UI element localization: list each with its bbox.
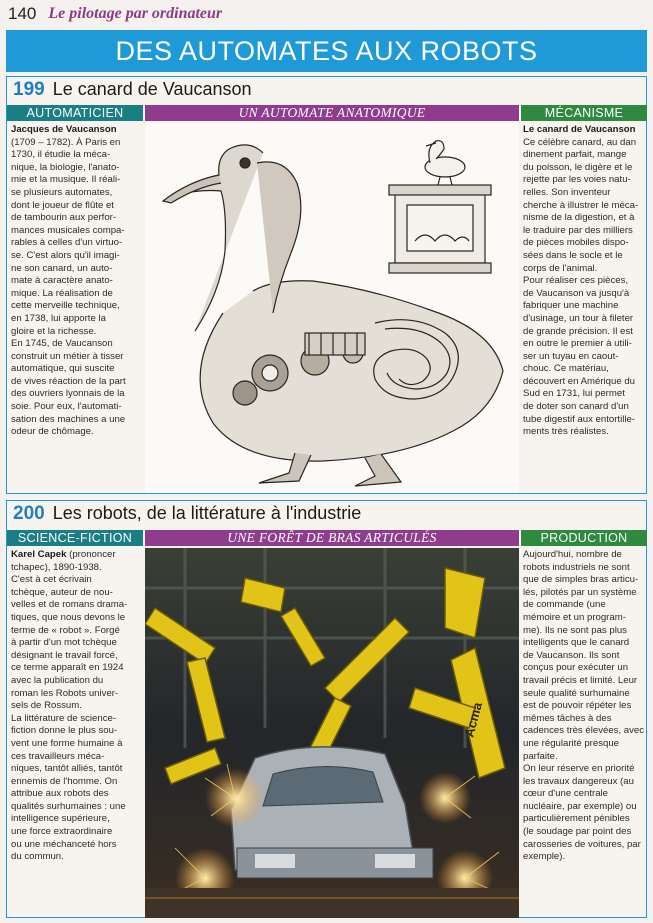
duck-engraving [145,123,519,493]
production-text: Aujourd'hui, nombre de robots industriels ne sont que de simples bras articu- lés, pilotés par un système de commande (une mémoire et un program- me). Ils ne sont pas plus intelligents que le canard de Vaucanson. Ils sont conçus pour exécuter un travail précis et limité. Leur seule qualité surhumaine est de pouvoir répéter les mêmes tâches à des cadences très élevées, avec une régularité presque parfaite. On leur réserve en priorité les travaux dangereux (au cœur d'une centrale nucléaire, par exemple) ou particulièrement pénibles (le soudage par point des carosseries de voitures, par exemple). [523,549,645,863]
automaticien-name: Jacques de Vaucanson [11,124,117,135]
pedestal-base [389,263,491,273]
section-heading [13,503,361,525]
label-mecanisme: MÉCANISME [521,105,647,121]
label-production: PRODUCTION [521,530,647,546]
duck-body [200,281,503,461]
chapter-banner [6,30,647,72]
vaucanson-duck-illustration [145,123,519,493]
science-fiction-name-suffix: (prononcer [66,549,116,560]
automaticien-text [11,124,143,490]
automaticien-body: (1709 – 1782). À Paris en 1730, il étudie la méca- nique, la biologie, l'anato- mie et la musique. Il réali- se plusieurs automates, dont le joueur de flûte et de tambourin aux perfor- mances musicales compa- rables à celles d'un virtuo- se. C'est alors qu'il imagi- ne son canard, un auto- mate à caractère anato- mique. La réalisation de cette merveille technique, en 1738, lui apporte la gloire et la richesse. En 1745, de Vaucanson construit un métier à tisser automatique, qui suscite de vives réaction de la part des ouvriers lyonnais de la soie. Pour eux, l'automati- sation des machines a une odeur de chômage. [11,136,126,438]
duck-eye [240,158,250,168]
small-duck-legs [438,177,452,185]
section-number: 200 [13,503,45,524]
gear-3 [233,381,257,405]
page-number: 140 [8,4,37,23]
pedestal-panel [407,205,473,251]
section-title: Le canard de Vaucanson [52,79,252,99]
duck-leg-right [355,454,401,486]
section-200 [6,500,647,918]
robot-brand-label: Acma [461,700,486,739]
running-title: Le pilotage par ordinateur [48,5,223,22]
section-title: Les robots, de la littérature à l'industrie [52,503,362,523]
mecanisme-text [523,124,645,490]
mecanisme-name: Le canard de Vaucanson [523,124,636,135]
label-automate-anatomique: UN AUTOMATE ANATOMIQUE [145,105,519,121]
label-science-fiction: SCIENCE-FICTION [7,530,143,546]
cylinders [305,333,365,355]
mecanisme-body: Ce célèbre canard, au dan dinement parfait, mange du poisson, le digère et le rejette par les voies natu- relles. Son inventeur cherche à illustrer le méca- nisme de la digestion, et à le traduire par des milliers de pièces mobiles dispo- sées dans le socle et le corps de l'animal. Pour réaliser ces pièces, de Vaucanson va jusqu'à fabriquer une machine d'usinage, un tour à fileter de grande précision. Il est en outre le premier à utili- ser un tuyau en caout- chouc. Ce matériau, découvert en Amérique du Sud en 1731, lui permet de doter son canard d'un tube digestif aux entortille- ments très réalistes. [523,136,639,438]
science-fiction-text [11,549,143,915]
section-heading [13,79,252,101]
label-foret-bras: UNE FORÊT DE BRAS ARTICULÉS [145,530,519,546]
pedestal-top [389,185,491,195]
section-199 [6,76,647,494]
label-automaticien: AUTOMATICIEN [7,105,143,121]
chapter-title: DES AUTOMATES AUX ROBOTS [115,35,538,66]
robot-arms-photo [145,548,519,918]
factory-scene [145,548,519,918]
running-header [0,0,653,28]
section-number: 199 [13,79,45,100]
science-fiction-name: Karel Capek [11,549,67,560]
science-fiction-body: tchapec), 1890-1938. C'est à cet écrivain tchèque, auteur de nou- velles et de romans drama- tiques, que nous devons le terme de « robot ». Forgé à partir d'un mot tchèque désignant le travail forcé, ce terme apparaît en 1924 avec la publication du roman les Robots univer- sels de Rossum. La littérature de science- fiction donne le plus sou- vent une forme humaine à ces travailleurs méca- niques, tantôt alliés, tantôt ennemis de l'homme. On attribue aux robots des qualités surhumaines : une intelligence supérieure, une force extraordinaire ou une méchanceté hors du commun. [11,561,128,863]
